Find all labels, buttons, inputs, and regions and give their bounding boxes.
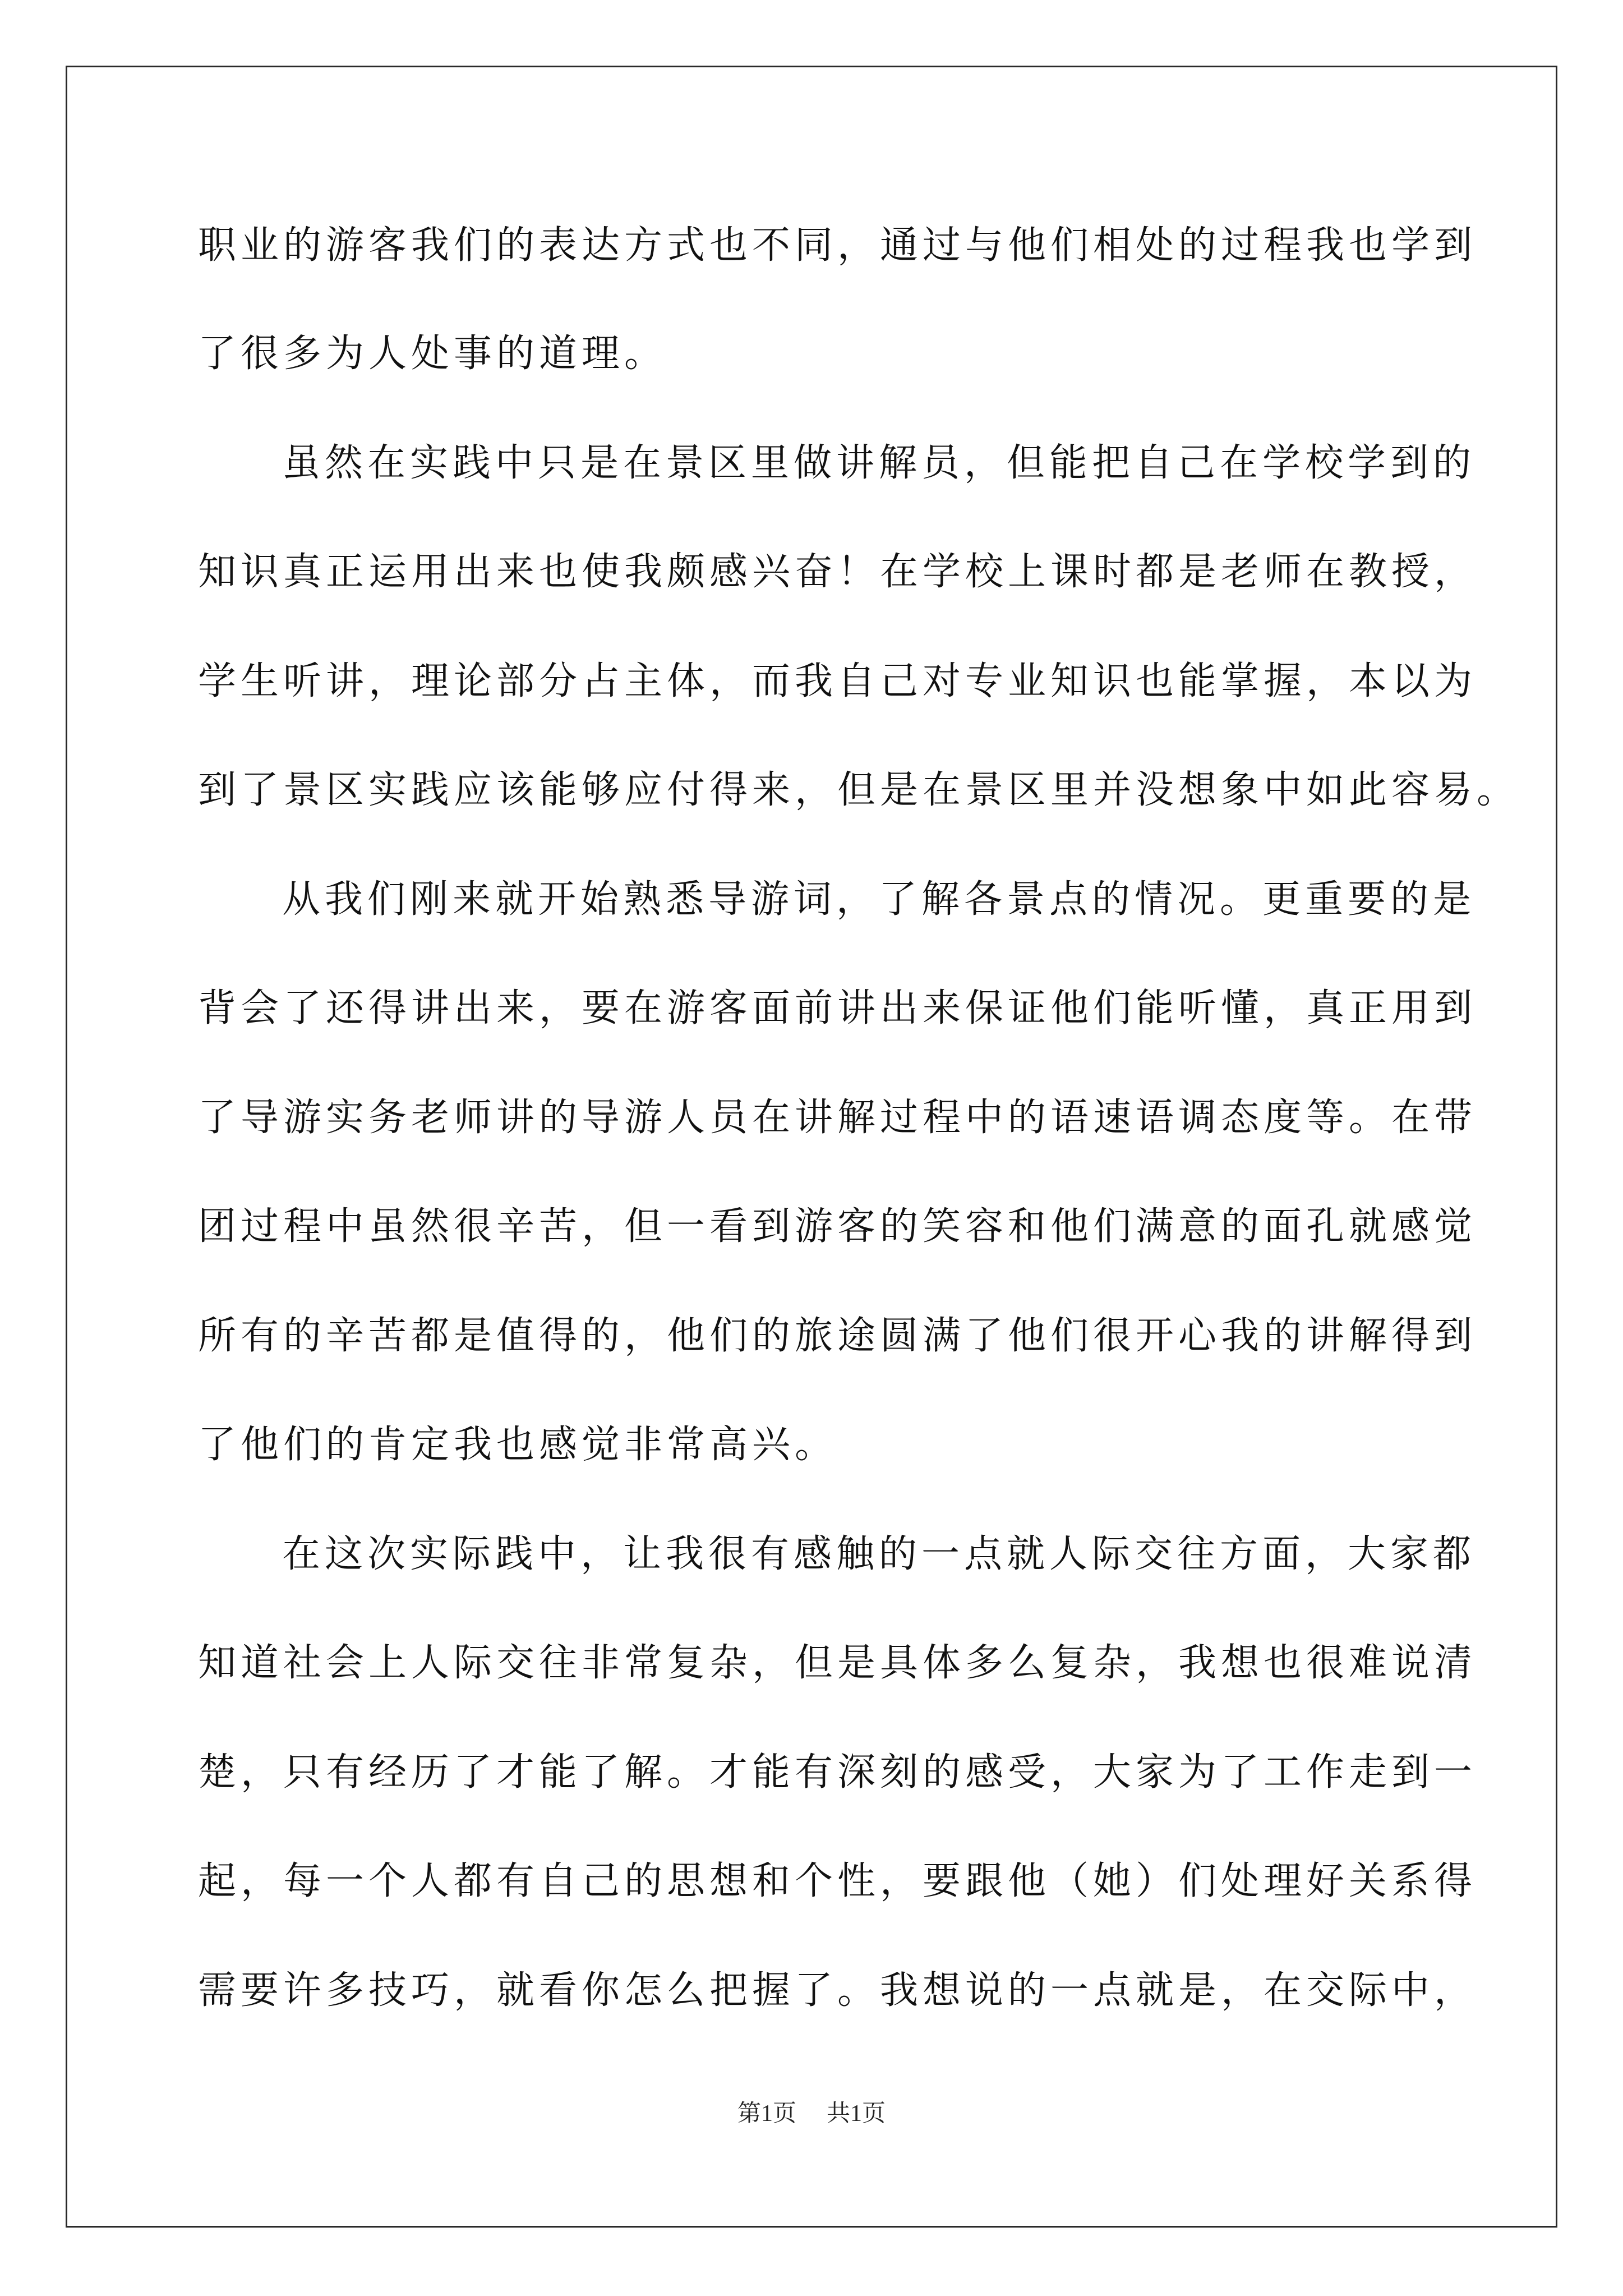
- text-line: 团过程中虽然很辛苦，但一看到游客的笑容和他们满意的面孔就感觉: [198, 1204, 1477, 1249]
- paragraph-start-line: 从我们刚来就开始熟悉导游词，了解各景点的情况。更重要的是: [282, 877, 1476, 922]
- page-total: 共1页: [827, 2101, 886, 2127]
- text-line: 知识真正运用出来也使我颇感兴奋！在学校上课时都是老师在教授，: [198, 550, 1477, 594]
- paragraph-start-line: 虽然在实践中只是在景区里做讲解员，但能把自己在学校学到的: [282, 441, 1476, 485]
- text-line: 知道社会上人际交往非常复杂，但是具体多么复杂，我想也很难说清: [198, 1641, 1477, 1685]
- text-line: 到了景区实践应该能够应付得来，但是在景区里并没想象中如此容易。: [198, 768, 1520, 812]
- text-line: 起，每一个人都有自己的思想和个性，要跟他（她）们处理好关系得: [198, 1859, 1477, 1903]
- paragraph-start-line: 在这次实际践中，让我很有感触的一点就人际交往方面，大家都: [282, 1532, 1476, 1576]
- text-line: 楚，只有经历了才能了解。才能有深刻的感受，大家为了工作走到一: [198, 1750, 1477, 1795]
- text-line: 了导游实务老师讲的导游人员在讲解过程中的语速语调态度等。在带: [198, 1096, 1477, 1140]
- text-line: 职业的游客我们的表达方式也不同，通过与他们相处的过程我也学到: [198, 223, 1477, 268]
- page-footer: [0, 2097, 1623, 2131]
- text-line: 了他们的肯定我也感觉非常高兴。: [198, 1423, 838, 1467]
- page-number: 第1页: [737, 2101, 796, 2127]
- text-line: 背会了还得讲出来，要在游客面前讲出来保证他们能听懂，真正用到: [198, 986, 1477, 1030]
- text-line: 了很多为人处事的道理。: [198, 332, 667, 376]
- text-line: 学生听讲，理论部分占主体，而我自己对专业知识也能掌握，本以为: [198, 659, 1477, 703]
- text-line: 需要许多技巧，就看你怎么把握了。我想说的一点就是，在交际中，: [198, 1968, 1477, 2013]
- text-line: 所有的辛苦都是值得的，他们的旅途圆满了他们很开心我的讲解得到: [198, 1314, 1477, 1358]
